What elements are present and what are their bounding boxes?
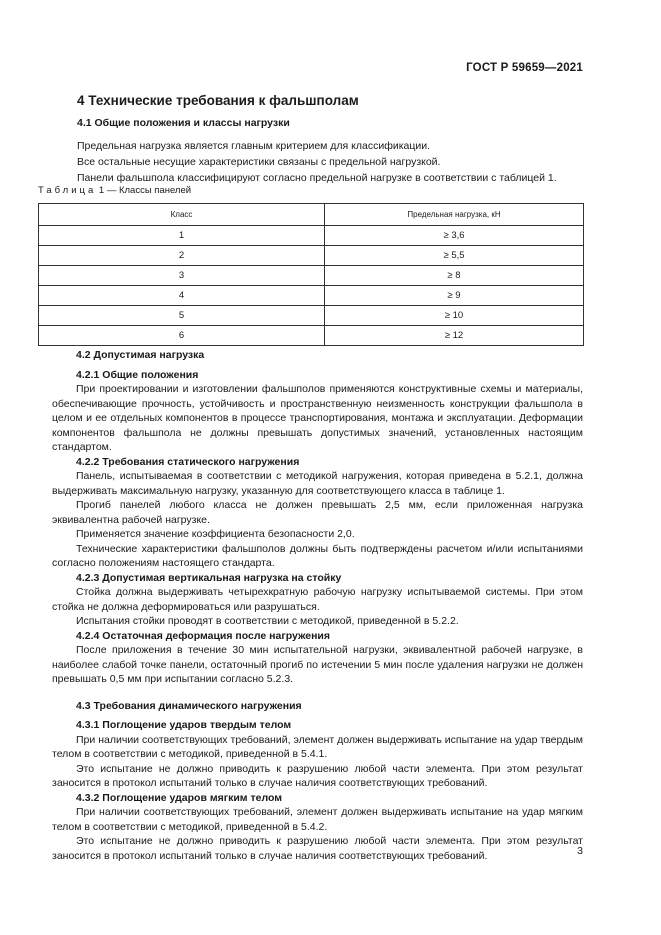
table-cell-load: ≥ 5,5 (325, 246, 584, 266)
subsection-title-4-3-2: 4.3.2 Поглощение ударов мягким телом (76, 791, 283, 804)
page-number: 3 (577, 845, 583, 857)
subsection-title-4-2-1: 4.2.1 Общие положения (76, 368, 199, 381)
subsection-title-4-3: 4.3 Требования динамического нагружения (76, 699, 302, 712)
paragraph: Все остальные несущие характеристики связаны с предельной нагрузкой. (77, 156, 441, 168)
paragraph: Прогиб панелей любого класса не должен превышать 2,5 мм, если приложенная нагрузка эквивалентна рабочей нагрузке. (52, 499, 583, 526)
body-text (52, 348, 583, 863)
table-header-row (39, 204, 584, 226)
paragraph: Технические характеристики фальшполов должны быть подтверждены расчетом и/или испытаниями согласно положениям настоящего стандарта. (52, 542, 583, 569)
paragraph: При наличии соответствующих требований, элемент должен выдерживать испытание на удар мягким телом в соответствии с методикой, приведенной в 5.4.2. (52, 806, 583, 833)
table-header-class: Класс (39, 204, 325, 226)
panel-classes-table (38, 203, 584, 346)
paragraph: При наличии соответствующих требований, элемент должен выдерживать испытание на удар твердым телом в соответствии с методикой, приведенной в 5.4.1. (52, 733, 583, 760)
paragraph: Стойка должна выдерживать четырехкратную рабочую нагрузку испытываемой системы. При этом стойка не должна деформироваться или разрушаться. (52, 586, 583, 613)
table-cell-load: ≥ 8 (325, 266, 584, 286)
table-header-load: Предельная нагрузка, кН (325, 204, 584, 226)
paragraph: Это испытание не должно приводить к разрушению любой части элемента. При этом результат заносится в протокол испытаний только в случае наличия соответствующих требований. (52, 762, 583, 789)
table-caption-text: 1 — Классы панелей (98, 185, 192, 196)
paragraph: Предельная нагрузка является главным критерием для классификации. (77, 140, 431, 152)
paragraph: Панель, испытываемая в соответствии с методикой нагружения, которая приведена в 5.2.1, должна выдерживать максимальную нагрузку, указанную для соответствующего класса в таблице 1. (52, 470, 583, 497)
paragraph: Испытания стойки проводят в соответствии с методикой, приведенной в 5.2.2. (76, 615, 459, 627)
table-cell-class: 3 (39, 266, 325, 286)
standard-header: ГОСТ Р 59659—2021 (466, 62, 583, 74)
table-row (39, 286, 584, 306)
subsection-title-4-2: 4.2 Допустимая нагрузка (76, 349, 205, 361)
subsection-title-4-1: 4.1 Общие положения и классы нагрузки (77, 117, 290, 129)
table-row (39, 326, 584, 346)
table-caption-word: Таблица (38, 185, 97, 196)
paragraph: После приложения в течение 30 мин испытательной нагрузки, эквивалентной рабочей нагрузке, в наиболее слабой точке панели, остаточный прогиб по истечении 5 мин после удаления нагрузки не должен превышать 0,5 мм при испытании согласно 5.2.3. (52, 644, 583, 685)
table-row (39, 266, 584, 286)
table-cell-class: 5 (39, 306, 325, 326)
subsection-title-4-2-3: 4.2.3 Допустимая вертикальная нагрузка на стойку (76, 571, 342, 584)
paragraph: Это испытание не должно приводить к разрушению любой части элемента. При этом результат заносится в протокол испытаний только в случае наличия соответствующих требований. (52, 835, 583, 862)
subsection-title-4-2-2: 4.2.2 Требования статического нагружения (76, 455, 300, 468)
table-cell-load: ≥ 3,6 (325, 226, 584, 246)
table-cell-load: ≥ 12 (325, 326, 584, 346)
table-cell-class: 6 (39, 326, 325, 346)
table-caption (38, 185, 191, 196)
table-cell-class: 2 (39, 246, 325, 266)
intro-paragraphs (77, 138, 583, 186)
subsection-title-4-2-4: 4.2.4 Остаточная деформация после нагружения (76, 629, 331, 642)
table-cell-class: 4 (39, 286, 325, 306)
table-row (39, 306, 584, 326)
table-cell-class: 1 (39, 226, 325, 246)
subsection-title-4-3-1: 4.3.1 Поглощение ударов твердым телом (76, 719, 292, 731)
table-cell-load: ≥ 10 (325, 306, 584, 326)
paragraph: При проектировании и изготовлении фальшполов применяются конструктивные схемы и материалы, обеспечивающие прочность, устойчивость и пространственную неизменность конструкции фальшпола в целом и ее отдельных компонентов в процессе транспортирования, монтажа и эксплуатации. Деформации компонентов фальшпола не должны превышать допустимых значений, установленных настоящим стандартом. (52, 383, 583, 453)
paragraph: Панели фальшпола классифицируют согласно предельной нагрузке в соответствии с таблицей 1. (77, 172, 557, 184)
table-row (39, 226, 584, 246)
table-row (39, 246, 584, 266)
table-cell-load: ≥ 9 (325, 286, 584, 306)
section-title: 4 Технические требования к фальшполам (77, 93, 359, 108)
paragraph: Применяется значение коэффициента безопасности 2,0. (76, 528, 355, 540)
